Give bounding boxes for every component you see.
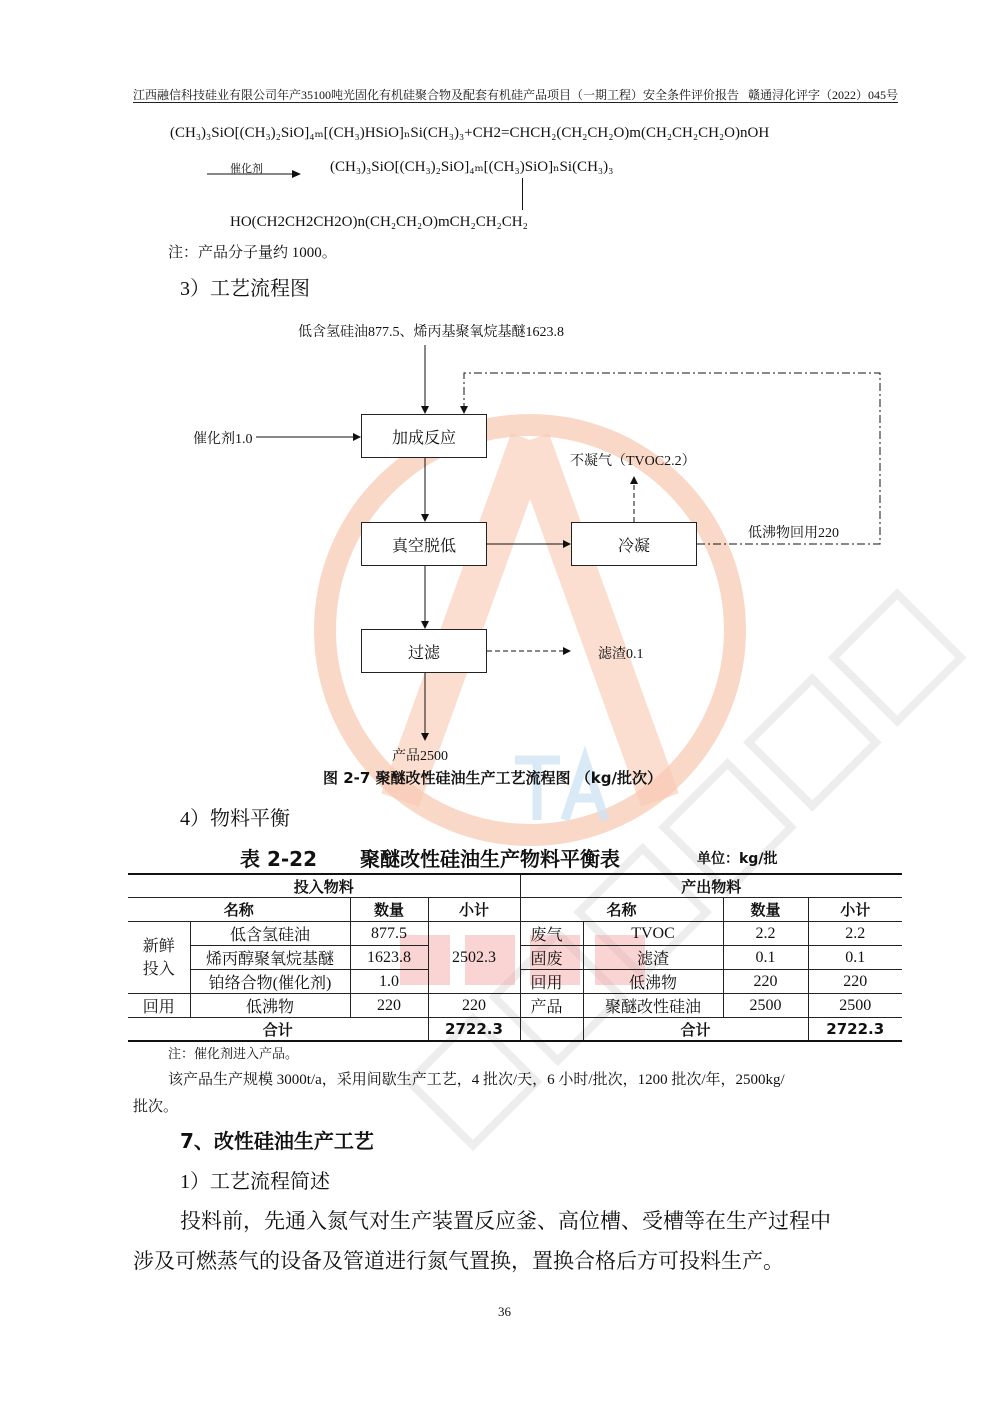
col-header: 名称 [520, 898, 723, 922]
table-title: 聚醚改性硅油生产物料平衡表 [360, 847, 620, 871]
table-row [128, 898, 902, 922]
flow-catalyst-label: 催化剂1.0 [193, 432, 253, 447]
col-header: 小计 [808, 898, 902, 922]
col-header: 数量 [723, 898, 808, 922]
cell: 2500 [723, 994, 808, 1018]
cell: 废气 [520, 922, 583, 946]
header-title: 江西融信科技硅业有限公司年产35100吨光固化有机硅聚合物及配套有机硅产品项目（一期工程）安全条件评价报告 [133, 88, 740, 102]
table-unit: 单位：kg/批 [697, 851, 778, 867]
cell: 220 [428, 994, 520, 1018]
cell: 877.5 [350, 922, 428, 946]
material-balance-table [128, 873, 902, 1042]
output-header: 产出物料 [520, 874, 902, 898]
col-header: 数量 [350, 898, 428, 922]
cell: 回用 [128, 994, 190, 1018]
flow-box-vacuum-stripping: 真空脱低 [361, 522, 487, 566]
table-row [128, 922, 902, 946]
col-header: 小计 [428, 898, 520, 922]
flow-box-addition-reaction: 加成反应 [361, 414, 487, 458]
cell: 2500 [808, 994, 902, 1018]
flow-gas-label: 不凝气（TVOC2.2） [570, 454, 696, 469]
paragraph: 涉及可燃蒸气的设备及管道进行氮气置换，置换合格后方可投料生产。 [133, 1249, 784, 1273]
section-heading: 4）物料平衡 [180, 808, 290, 830]
cell: 低沸物 [190, 994, 350, 1018]
cell: 220 [723, 970, 808, 994]
col-header: 名称 [128, 898, 350, 922]
table-row [128, 994, 902, 1018]
table-number: 表 2-22 [240, 847, 318, 871]
total-input: 2722.3 [428, 1018, 520, 1042]
flow-box-condensation: 冷凝 [571, 522, 697, 566]
figure-caption: 图 2-7 聚醚改性硅油生产工艺流程图 （kg/批次） [323, 769, 662, 787]
flow-box-filtration: 过滤 [361, 629, 487, 673]
paragraph: 投料前，先通入氮气对生产装置反应釜、高位槽、受槽等在生产过程中 [180, 1209, 831, 1233]
input-header: 投入物料 [128, 874, 520, 898]
page-number: 36 [498, 1304, 511, 1319]
cell: 2502.3 [428, 922, 520, 994]
cell: 0.1 [808, 946, 902, 970]
paragraph: 该产品生产规模 3000t/a，采用间歇生产工艺，4 批次/天，6 小时/批次，1200 批次/年，2500kg/ [168, 1072, 785, 1088]
flow-residue-label: 滤渣0.1 [598, 647, 644, 662]
cell: 1.0 [350, 970, 428, 994]
cell: 2.2 [723, 922, 808, 946]
cell: 回用 [520, 970, 583, 994]
catalyst-label: 催化剂 [230, 163, 263, 175]
flow-product-label: 产品2500 [392, 749, 448, 764]
cell: 聚醚改性硅油 [583, 994, 723, 1018]
cell: 0.1 [723, 946, 808, 970]
cell: 220 [808, 970, 902, 994]
cell: 烯丙醇聚氧烷基醚 [190, 946, 350, 970]
cell: 滤渣 [583, 946, 723, 970]
table-row [128, 1018, 902, 1042]
cell: 产品 [520, 994, 583, 1018]
cell: 低沸物 [583, 970, 723, 994]
cell: 低含氢硅油 [190, 922, 350, 946]
note-molecular-weight: 注：产品分子量约 1000。 [168, 245, 337, 261]
total-label: 合计 [583, 1018, 808, 1042]
equation-line3: HO(CH2CH2CH2O)n(CH₂CH₂O)mCH₂CH₂CH₂ [230, 214, 528, 230]
section-heading: 3）工艺流程图 [180, 278, 310, 300]
table-note: 注：催化剂进入产品。 [168, 1046, 299, 1061]
flow-recycle-label: 低沸物回用220 [748, 526, 839, 541]
cell [520, 1018, 583, 1042]
table-row [128, 874, 902, 898]
subsection-heading: 1）工艺流程简述 [180, 1171, 330, 1193]
total-output: 2722.3 [808, 1018, 902, 1042]
header-doc-number: 赣通浔化评字（2022）045号 [747, 88, 898, 102]
cell: 新鲜投入 [128, 922, 190, 994]
flow-input-label: 低含氢硅油877.5、烯丙基聚氧烷基醚1623.8 [298, 325, 564, 340]
section-heading: 7、改性硅油生产工艺 [180, 1129, 374, 1153]
cell: 固废 [520, 946, 583, 970]
cell: TVOC [583, 922, 723, 946]
paragraph: 批次。 [133, 1099, 179, 1115]
cell: 铂络合物(催化剂) [190, 970, 350, 994]
cell: 1623.8 [350, 946, 428, 970]
total-label: 合计 [128, 1018, 428, 1042]
equation-line1: (CH₃)₃SiO[(CH₃)₂SiO]₄ₘ[(CH₃)HSiO]ₙSi(CH₃)₃+CH2=CHCH₂(CH₂CH₂O)m(CH₂CH₂CH₂O)nOH [170, 125, 770, 141]
equation-line2: (CH₃)₃SiO[(CH₃)₂SiO]₄ₘ[(CH₃)SiO]ₙSi(CH₃)₃ [330, 159, 614, 175]
cell: 220 [350, 994, 428, 1018]
cell: 2.2 [808, 922, 902, 946]
